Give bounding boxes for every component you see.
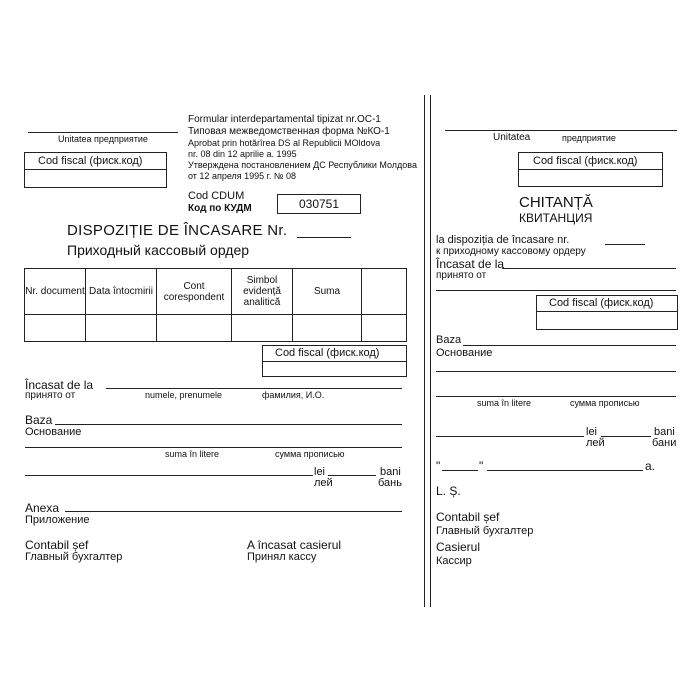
baza-line[interactable] — [55, 424, 402, 425]
dispozitia-nr-line[interactable] — [605, 244, 645, 245]
right-baza-line[interactable] — [463, 345, 676, 346]
date-day-line[interactable] — [442, 470, 478, 471]
k-orderu-label: к приходному кассовому ордеру — [436, 246, 586, 257]
suma-litere-hint: suma în litere — [165, 449, 220, 459]
right-suma-line[interactable] — [436, 396, 676, 397]
lei-ru-label: лей — [314, 477, 333, 489]
bani-ru-label: бань — [378, 477, 402, 489]
right-incasat-line-2[interactable] — [436, 290, 676, 291]
cod-fiscal-box[interactable] — [24, 152, 167, 188]
glavny-buhgalter-label: Главный бухгалтер — [25, 551, 123, 563]
cod-fiscal-box-2[interactable] — [262, 345, 407, 377]
bani-label: bani — [380, 466, 401, 478]
right-cod-fiscal-label-2: Cod fiscal (фиск.код) — [549, 297, 654, 309]
unitatea-label: Unitatea предприятие — [58, 134, 148, 144]
table-header-suma: Suma — [292, 268, 362, 315]
chitanta-title: CHITANȚĂ — [519, 194, 593, 211]
right-bani-label: bani — [654, 426, 675, 438]
table-header-cont: Cont corespondent — [156, 268, 232, 315]
incasat-line[interactable] — [106, 388, 402, 389]
table-cell-simbol[interactable] — [231, 314, 293, 342]
dispozitie-title: DISPOZIȚIE DE ÎNCASARE Nr. — [67, 222, 288, 239]
right-cod-fiscal-box[interactable] — [518, 152, 663, 187]
baza-label: Baza — [25, 413, 53, 427]
table-cell-nr[interactable] — [24, 314, 86, 342]
right-incasat-label: Încasat de la — [436, 257, 505, 271]
table-header-simbol: Simbol evidență analitică — [231, 268, 293, 315]
form-line-2: Типовая межведомственная форма №КО-1 — [188, 126, 390, 137]
dispozitie-nr-line[interactable] — [297, 237, 351, 238]
kod-kudm-label: Код по КУДМ — [188, 203, 252, 214]
table-cell-extra[interactable] — [361, 314, 407, 342]
perforation-divider — [424, 95, 425, 607]
incasat-label: Încasat de la — [25, 378, 94, 392]
anexa-line[interactable] — [65, 511, 402, 512]
contabil-sef-label: Contabil șef — [25, 538, 89, 552]
right-suma-line-2[interactable] — [436, 436, 584, 437]
date-month-line[interactable] — [487, 470, 643, 471]
right-lei-label: lei — [586, 426, 598, 438]
form-line-5: Утверждена постановлением ДС Республики Молдова — [188, 160, 417, 170]
form-line-3: Aprobat prin hotărîrea DS al Republicii MOldova — [188, 138, 381, 148]
form-line-6: от 12 апреля 1995 г. № 08 — [188, 171, 297, 181]
dispozitia-label: la dispoziția de încasare nr. — [436, 234, 570, 246]
cod-fiscal-label: Cod fiscal (фиск.код) — [38, 155, 143, 167]
baza-line-2[interactable] — [25, 447, 402, 448]
right-incasat-line[interactable] — [502, 268, 676, 269]
table-cell-cont[interactable] — [156, 314, 232, 342]
anexa-label: Anexa — [25, 501, 60, 515]
right-lei-ru-label: лей — [586, 437, 605, 449]
right-summa-propisyu-hint: сумма прописью — [570, 398, 640, 408]
osnovanie-label: Основание — [25, 426, 82, 438]
cod-fiscal-label-2: Cod fiscal (фиск.код) — [275, 347, 380, 359]
right-bani-ru-label: бани — [652, 437, 677, 449]
right-baza-line-2[interactable] — [436, 371, 676, 372]
form-line-1: Formular interdepartamental tipizat nr.OC-1 — [188, 114, 381, 125]
right-casier-label: Casierul — [436, 540, 481, 554]
summa-propisyu-hint: сумма прописью — [275, 449, 345, 459]
date-close-quote: " — [479, 459, 484, 473]
cod-cdum-label: Cod CDUM — [188, 190, 245, 202]
right-cod-fiscal-label: Cod fiscal (фиск.код) — [533, 155, 638, 167]
right-osnovanie-label: Основание — [436, 347, 493, 359]
right-unitatea-label: Unitatea — [493, 132, 531, 143]
prinyato-label: принято от — [25, 390, 76, 401]
familia-hint: фамилия, И.О. — [262, 390, 325, 400]
right-contabil-sef-label: Contabil șef — [436, 510, 500, 524]
dispozitie-title-ru: Приходный кассовый ордер — [67, 242, 250, 258]
prinyal-kassu-label: Принял кассу — [247, 551, 317, 563]
table-cell-data[interactable] — [85, 314, 157, 342]
numele-hint: numele, prenumele — [145, 390, 223, 400]
right-kassir-label: Кассир — [436, 555, 472, 567]
right-baza-label: Baza — [436, 334, 462, 346]
right-prinyato-label: принято от — [436, 270, 487, 281]
table-header-data: Data întocmirii — [85, 268, 157, 315]
right-predpriyatie-label: предприятие — [562, 133, 616, 143]
bani-line[interactable] — [328, 475, 376, 476]
prilozhenie-label: Приложение — [25, 514, 90, 526]
perforation-divider-inner — [430, 95, 431, 607]
right-suma-litere-hint: suma în litere — [477, 398, 532, 408]
table-header-nr-document: Nr. document — [24, 268, 86, 315]
table-cell-suma[interactable] — [292, 314, 362, 342]
unitatea-line — [28, 132, 178, 133]
right-glavny-buhgalter-label: Главный бухгалтер — [436, 525, 534, 537]
ls-label: L. Ș. — [436, 484, 461, 498]
cod-value-box[interactable]: 030751 — [277, 194, 361, 214]
casier-label: A încasat casierul — [247, 538, 342, 552]
lei-label: lei — [314, 466, 326, 478]
form-line-4: nr. 08 din 12 aprilie a. 1995 — [188, 149, 297, 159]
right-bani-line[interactable] — [601, 436, 651, 437]
date-open-quote: " — [436, 459, 441, 473]
right-cod-fiscal-box-2[interactable] — [536, 295, 678, 330]
right-unitatea-line[interactable] — [445, 130, 677, 131]
table-header-empty — [361, 268, 407, 315]
suma-line[interactable] — [25, 475, 313, 476]
year-suffix: a. — [645, 459, 656, 473]
kvitanciya-title: КВИТАНЦИЯ — [519, 211, 593, 225]
